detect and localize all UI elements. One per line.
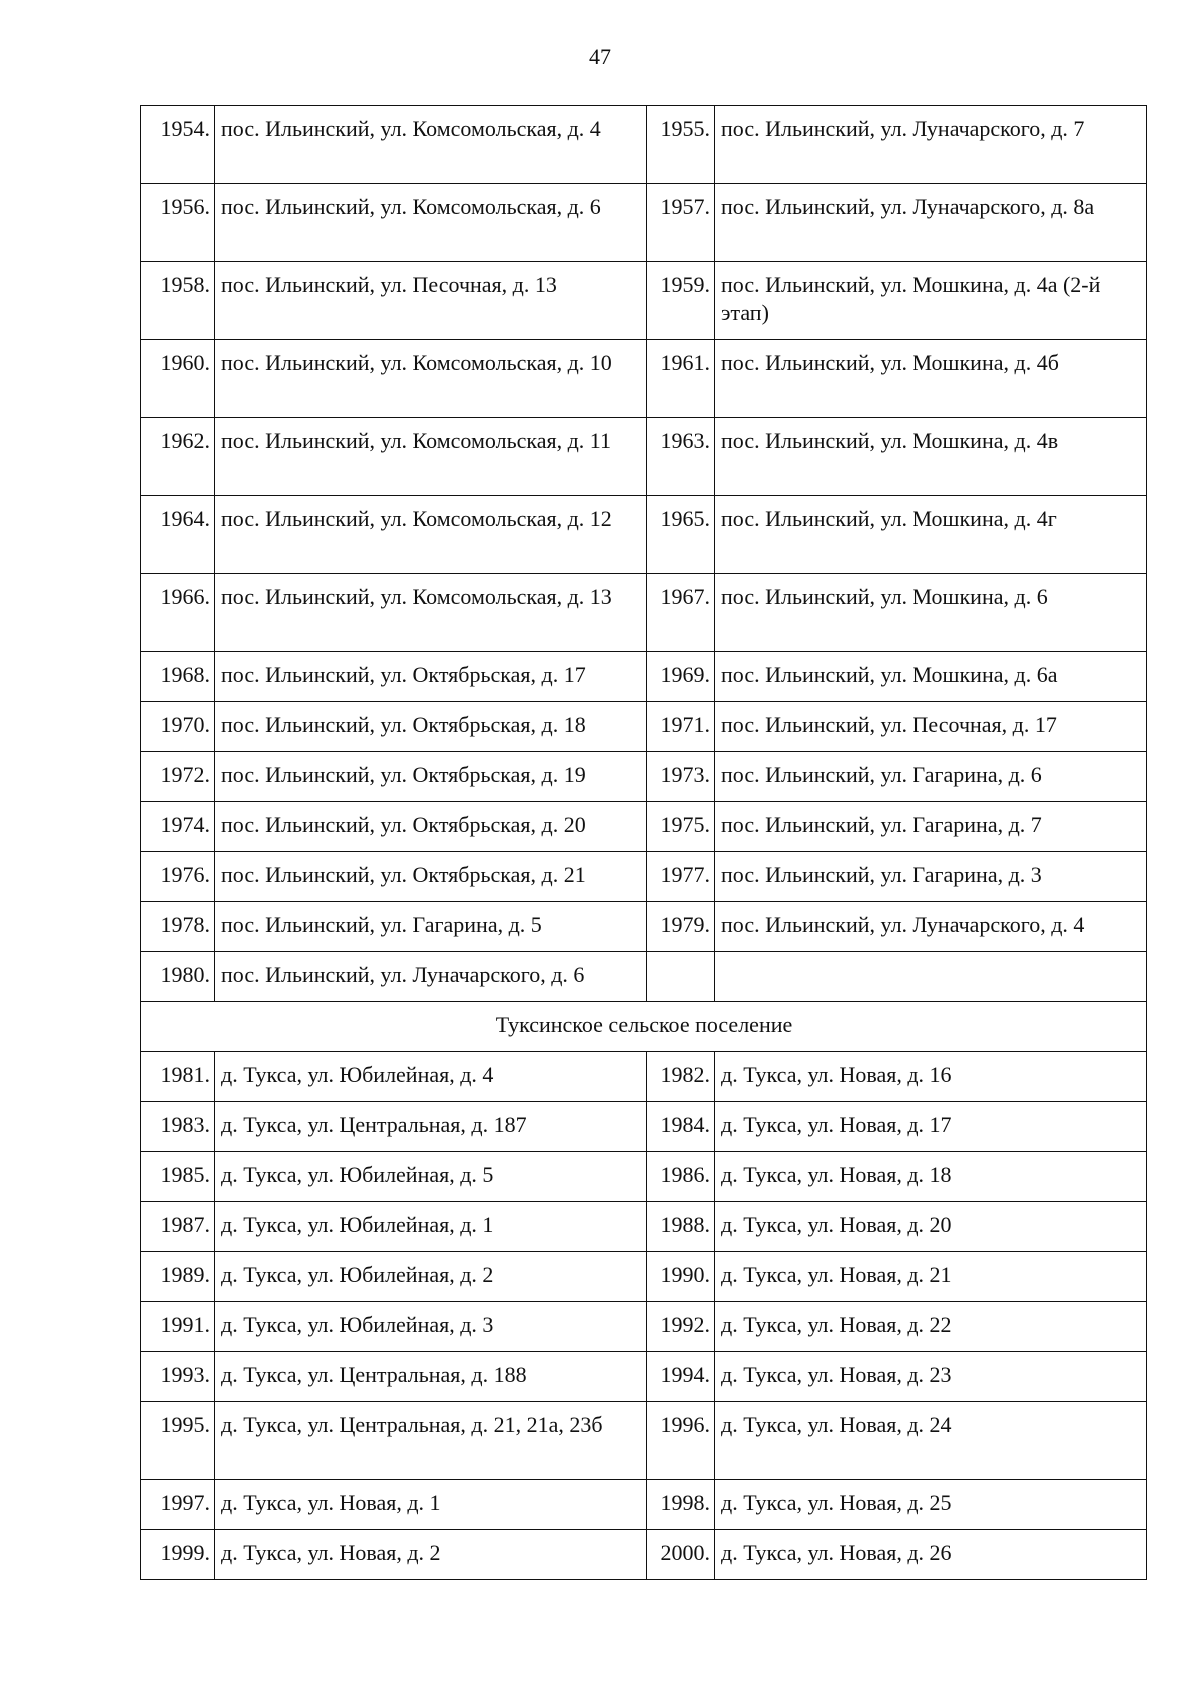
- row-number-right: 1998.: [647, 1480, 715, 1530]
- row-number-right: 1992.: [647, 1302, 715, 1352]
- address-left: пос. Ильинский, ул. Гагарина, д. 5: [215, 902, 647, 952]
- row-number-right: 1955.: [647, 106, 715, 184]
- address-right: д. Тукса, ул. Новая, д. 16: [715, 1052, 1147, 1102]
- address-left: пос. Ильинский, ул. Октябрьская, д. 18: [215, 702, 647, 752]
- address-right: пос. Ильинский, ул. Мошкина, д. 4г: [715, 496, 1147, 574]
- address-left: д. Тукса, ул. Центральная, д. 188: [215, 1352, 647, 1402]
- table-row: [141, 852, 1147, 902]
- section-header-row: [141, 1002, 1147, 1052]
- address-right: пос. Ильинский, ул. Мошкина, д. 4в: [715, 418, 1147, 496]
- table-row: [141, 1202, 1147, 1252]
- row-number-left: 1980.: [141, 952, 215, 1002]
- row-number-left: 1958.: [141, 262, 215, 340]
- row-number-right: 1977.: [647, 852, 715, 902]
- address-left: д. Тукса, ул. Юбилейная, д. 1: [215, 1202, 647, 1252]
- table-row: [141, 952, 1147, 1002]
- address-right: пос. Ильинский, ул. Гагарина, д. 3: [715, 852, 1147, 902]
- address-right: пос. Ильинский, ул. Мошкина, д. 4а (2-й этап): [715, 262, 1147, 340]
- table-row: [141, 1152, 1147, 1202]
- row-number-left: 1993.: [141, 1352, 215, 1402]
- table-row: [141, 1102, 1147, 1152]
- address-right: пос. Ильинский, ул. Гагарина, д. 7: [715, 802, 1147, 852]
- section-header-body: [141, 1002, 1147, 1052]
- row-number-left: 1987.: [141, 1202, 215, 1252]
- address-left: д. Тукса, ул. Центральная, д. 21, 21а, 23б: [215, 1402, 647, 1480]
- row-number-right: 1961.: [647, 340, 715, 418]
- row-number-left: 1974.: [141, 802, 215, 852]
- table-row: [141, 902, 1147, 952]
- address-left: пос. Ильинский, ул. Луначарского, д. 6: [215, 952, 647, 1002]
- address-left: пос. Ильинский, ул. Комсомольская, д. 6: [215, 184, 647, 262]
- address-right: д. Тукса, ул. Новая, д. 23: [715, 1352, 1147, 1402]
- address-left: пос. Ильинский, ул. Комсомольская, д. 4: [215, 106, 647, 184]
- row-number-left: 1999.: [141, 1530, 215, 1580]
- address-right: пос. Ильинский, ул. Луначарского, д. 4: [715, 902, 1147, 952]
- address-left: пос. Ильинский, ул. Комсомольская, д. 11: [215, 418, 647, 496]
- section-title: Туксинское сельское поселение: [141, 1002, 1147, 1052]
- row-number-left: 1968.: [141, 652, 215, 702]
- row-number-right: 1986.: [647, 1152, 715, 1202]
- row-number-right: 1969.: [647, 652, 715, 702]
- row-number-right: 1965.: [647, 496, 715, 574]
- address-right: пос. Ильинский, ул. Луначарского, д. 7: [715, 106, 1147, 184]
- address-left: пос. Ильинский, ул. Комсомольская, д. 13: [215, 574, 647, 652]
- row-number-left: 1989.: [141, 1252, 215, 1302]
- address-right: [715, 952, 1147, 1002]
- address-left: д. Тукса, ул. Новая, д. 2: [215, 1530, 647, 1580]
- table-row: [141, 1352, 1147, 1402]
- address-left: д. Тукса, ул. Юбилейная, д. 2: [215, 1252, 647, 1302]
- row-number-left: 1978.: [141, 902, 215, 952]
- address-left: пос. Ильинский, ул. Комсомольская, д. 12: [215, 496, 647, 574]
- table-row: [141, 262, 1147, 340]
- page-number: 47: [589, 44, 611, 69]
- row-number-left: 1983.: [141, 1102, 215, 1152]
- row-number-right: 1988.: [647, 1202, 715, 1252]
- row-number-left: 1972.: [141, 752, 215, 802]
- address-right: д. Тукса, ул. Новая, д. 26: [715, 1530, 1147, 1580]
- table-body-before-section: [141, 106, 1147, 1002]
- address-right: пос. Ильинский, ул. Луначарского, д. 8а: [715, 184, 1147, 262]
- table-row: [141, 752, 1147, 802]
- address-left: пос. Ильинский, ул. Октябрьская, д. 21: [215, 852, 647, 902]
- table-row: [141, 496, 1147, 574]
- table-row: [141, 574, 1147, 652]
- address-table: [140, 105, 1147, 1580]
- row-number-right: 1963.: [647, 418, 715, 496]
- address-left: пос. Ильинский, ул. Песочная, д. 13: [215, 262, 647, 340]
- table-row: [141, 702, 1147, 752]
- table-row: [141, 106, 1147, 184]
- row-number-right: 1975.: [647, 802, 715, 852]
- row-number-left: 1970.: [141, 702, 215, 752]
- table-row: [141, 340, 1147, 418]
- address-left: д. Тукса, ул. Новая, д. 1: [215, 1480, 647, 1530]
- row-number-right: 1984.: [647, 1102, 715, 1152]
- row-number-left: 1976.: [141, 852, 215, 902]
- address-left: пос. Ильинский, ул. Комсомольская, д. 10: [215, 340, 647, 418]
- address-right: д. Тукса, ул. Новая, д. 17: [715, 1102, 1147, 1152]
- row-number-right: [647, 952, 715, 1002]
- address-right: д. Тукса, ул. Новая, д. 22: [715, 1302, 1147, 1352]
- address-left: д. Тукса, ул. Центральная, д. 187: [215, 1102, 647, 1152]
- address-left: пос. Ильинский, ул. Октябрьская, д. 20: [215, 802, 647, 852]
- address-right: д. Тукса, ул. Новая, д. 25: [715, 1480, 1147, 1530]
- row-number-left: 1954.: [141, 106, 215, 184]
- address-right: д. Тукса, ул. Новая, д. 21: [715, 1252, 1147, 1302]
- address-right: д. Тукса, ул. Новая, д. 18: [715, 1152, 1147, 1202]
- row-number-right: 1990.: [647, 1252, 715, 1302]
- table-row: [141, 802, 1147, 852]
- address-right: пос. Ильинский, ул. Гагарина, д. 6: [715, 752, 1147, 802]
- row-number-left: 1960.: [141, 340, 215, 418]
- table-row: [141, 652, 1147, 702]
- address-left: д. Тукса, ул. Юбилейная, д. 3: [215, 1302, 647, 1352]
- address-right: пос. Ильинский, ул. Мошкина, д. 6: [715, 574, 1147, 652]
- table-row: [141, 1480, 1147, 1530]
- address-right: пос. Ильинский, ул. Мошкина, д. 4б: [715, 340, 1147, 418]
- row-number-left: 1964.: [141, 496, 215, 574]
- row-number-right: 1994.: [647, 1352, 715, 1402]
- row-number-right: 1967.: [647, 574, 715, 652]
- table-row: [141, 1052, 1147, 1102]
- row-number-left: 1962.: [141, 418, 215, 496]
- row-number-right: 1982.: [647, 1052, 715, 1102]
- address-left: пос. Ильинский, ул. Октябрьская, д. 17: [215, 652, 647, 702]
- address-left: д. Тукса, ул. Юбилейная, д. 4: [215, 1052, 647, 1102]
- row-number-left: 1985.: [141, 1152, 215, 1202]
- address-right: д. Тукса, ул. Новая, д. 20: [715, 1202, 1147, 1252]
- row-number-right: 1957.: [647, 184, 715, 262]
- address-left: пос. Ильинский, ул. Октябрьская, д. 19: [215, 752, 647, 802]
- table-row: [141, 1302, 1147, 1352]
- table-row: [141, 1402, 1147, 1480]
- address-right: пос. Ильинский, ул. Мошкина, д. 6а: [715, 652, 1147, 702]
- row-number-right: 1996.: [647, 1402, 715, 1480]
- table-row: [141, 418, 1147, 496]
- address-right: пос. Ильинский, ул. Песочная, д. 17: [715, 702, 1147, 752]
- row-number-left: 1981.: [141, 1052, 215, 1102]
- table-body-after-section: [141, 1052, 1147, 1580]
- table-row: [141, 184, 1147, 262]
- address-left: д. Тукса, ул. Юбилейная, д. 5: [215, 1152, 647, 1202]
- row-number-right: 1973.: [647, 752, 715, 802]
- address-right: д. Тукса, ул. Новая, д. 24: [715, 1402, 1147, 1480]
- row-number-left: 1956.: [141, 184, 215, 262]
- row-number-left: 1997.: [141, 1480, 215, 1530]
- row-number-right: 2000.: [647, 1530, 715, 1580]
- table-row: [141, 1252, 1147, 1302]
- row-number-left: 1966.: [141, 574, 215, 652]
- row-number-left: 1991.: [141, 1302, 215, 1352]
- row-number-right: 1979.: [647, 902, 715, 952]
- row-number-right: 1971.: [647, 702, 715, 752]
- row-number-right: 1959.: [647, 262, 715, 340]
- row-number-left: 1995.: [141, 1402, 215, 1480]
- table-row: [141, 1530, 1147, 1580]
